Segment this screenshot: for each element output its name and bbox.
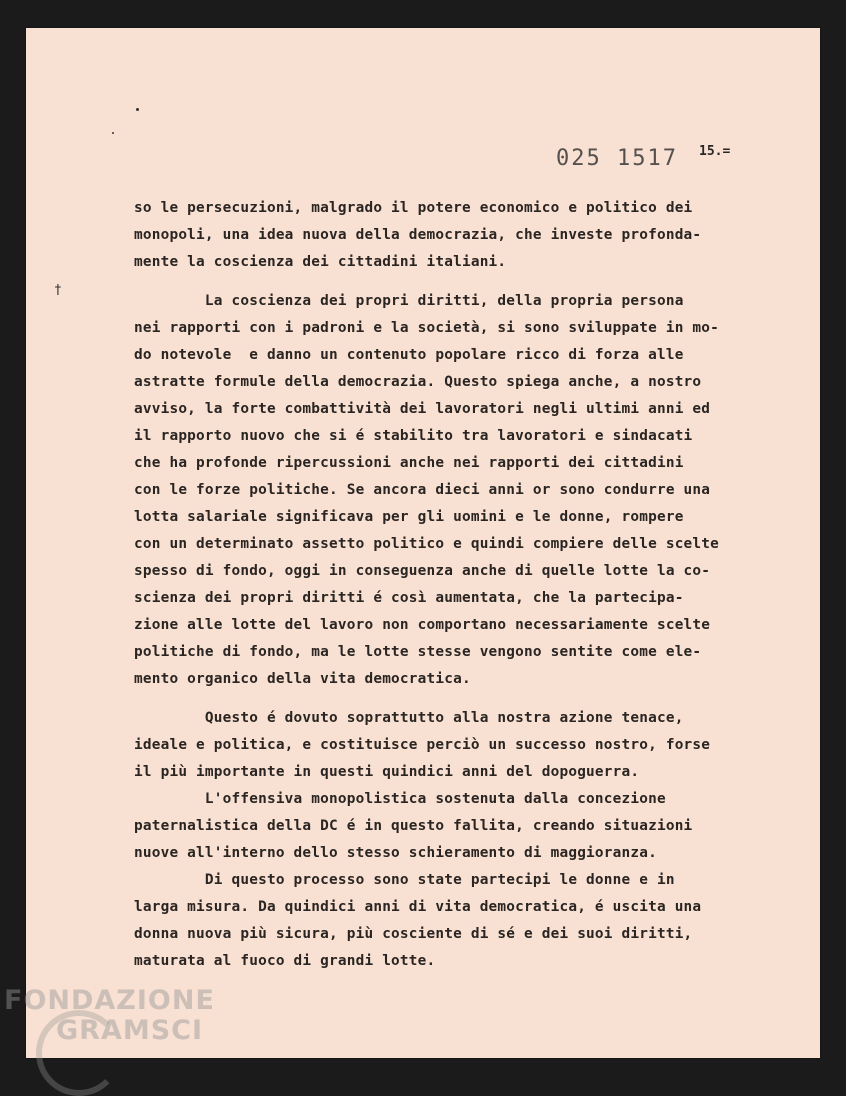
text-line: maturata al fuoco di grandi lotte. — [134, 953, 436, 969]
watermark — [4, 986, 215, 1046]
text-line: L'offensiva monopolistica sostenuta dalla concezione — [134, 791, 666, 807]
text-line: monopoli, una idea nuova della democrazia, che investe profonda- — [134, 227, 702, 243]
text-line: do notevole e danno un contenuto popolare ricco di forza alle — [134, 347, 684, 363]
document-page — [26, 28, 820, 1058]
text-line: ideale e politica, e costituisce perciò un successo nostro, forse — [134, 737, 711, 753]
text-line: che ha profonde ripercussioni anche nei rapporti dei cittadini — [134, 455, 684, 471]
text-line: avviso, la forte combattività dei lavoratori negli ultimi anni ed — [134, 401, 711, 417]
text-line: astratte formule della democrazia. Questo spiega anche, a nostro — [134, 374, 702, 390]
archive-serial-number: 025 1517 — [556, 146, 678, 171]
paragraph-gap — [134, 276, 784, 288]
text-line: mento organico della vita democratica. — [134, 671, 471, 687]
text-line: con le forze politiche. Se ancora dieci anni or sono condurre una — [134, 482, 711, 498]
paper-speck — [112, 132, 114, 134]
paragraph-gap — [134, 693, 784, 705]
watermark-line-1: FONDAZIONE — [4, 985, 215, 1016]
text-line: Questo é dovuto soprattutto alla nostra azione tenace, — [134, 710, 684, 726]
page-number: 15.= — [699, 144, 731, 159]
text-line: scienza dei propri diritti é così aumentata, che la partecipa- — [134, 590, 684, 606]
text-line: nuove all'interno dello stesso schieramento di maggioranza. — [134, 845, 657, 861]
paper-speck — [136, 108, 139, 111]
text-line: larga misura. Da quindici anni di vita democratica, é uscita una — [134, 899, 702, 915]
text-line: lotta salariale significava per gli uomini e le donne, rompere — [134, 509, 684, 525]
text-line: con un determinato assetto politico e quindi compiere delle scelte — [134, 536, 720, 552]
text-line: paternalistica della DC é in questo fallita, creando situazioni — [134, 818, 693, 834]
text-line: donna nuova più sicura, più cosciente di sé e dei suoi diritti, — [134, 926, 693, 942]
text-line: il rapporto nuovo che si é stabilito tra lavoratori e sindacati — [134, 428, 693, 444]
text-line: mente la coscienza dei cittadini italiani. — [134, 254, 507, 270]
text-line: spesso di fondo, oggi in conseguenza anche di quelle lotte la co- — [134, 563, 711, 579]
text-line: nei rapporti con i padroni e la società, si sono sviluppate in mo- — [134, 320, 720, 336]
text-line: so le persecuzioni, malgrado il potere economico e politico dei — [134, 200, 693, 216]
text-line: Di questo processo sono state partecipi le donne e in — [134, 872, 675, 888]
text-line: zione alle lotte del lavoro non comportano necessariamente scelte — [134, 617, 711, 633]
margin-mark: † — [54, 283, 62, 298]
watermark-line-2: GRAMSCI — [56, 1015, 204, 1046]
typed-body-text — [134, 195, 784, 975]
text-line: politiche di fondo, ma le lotte stesse vengono sentite come ele- — [134, 644, 702, 660]
text-line: il più importante in questi quindici anni del dopoguerra. — [134, 764, 640, 780]
text-line: La coscienza dei propri diritti, della propria persona — [134, 293, 684, 309]
